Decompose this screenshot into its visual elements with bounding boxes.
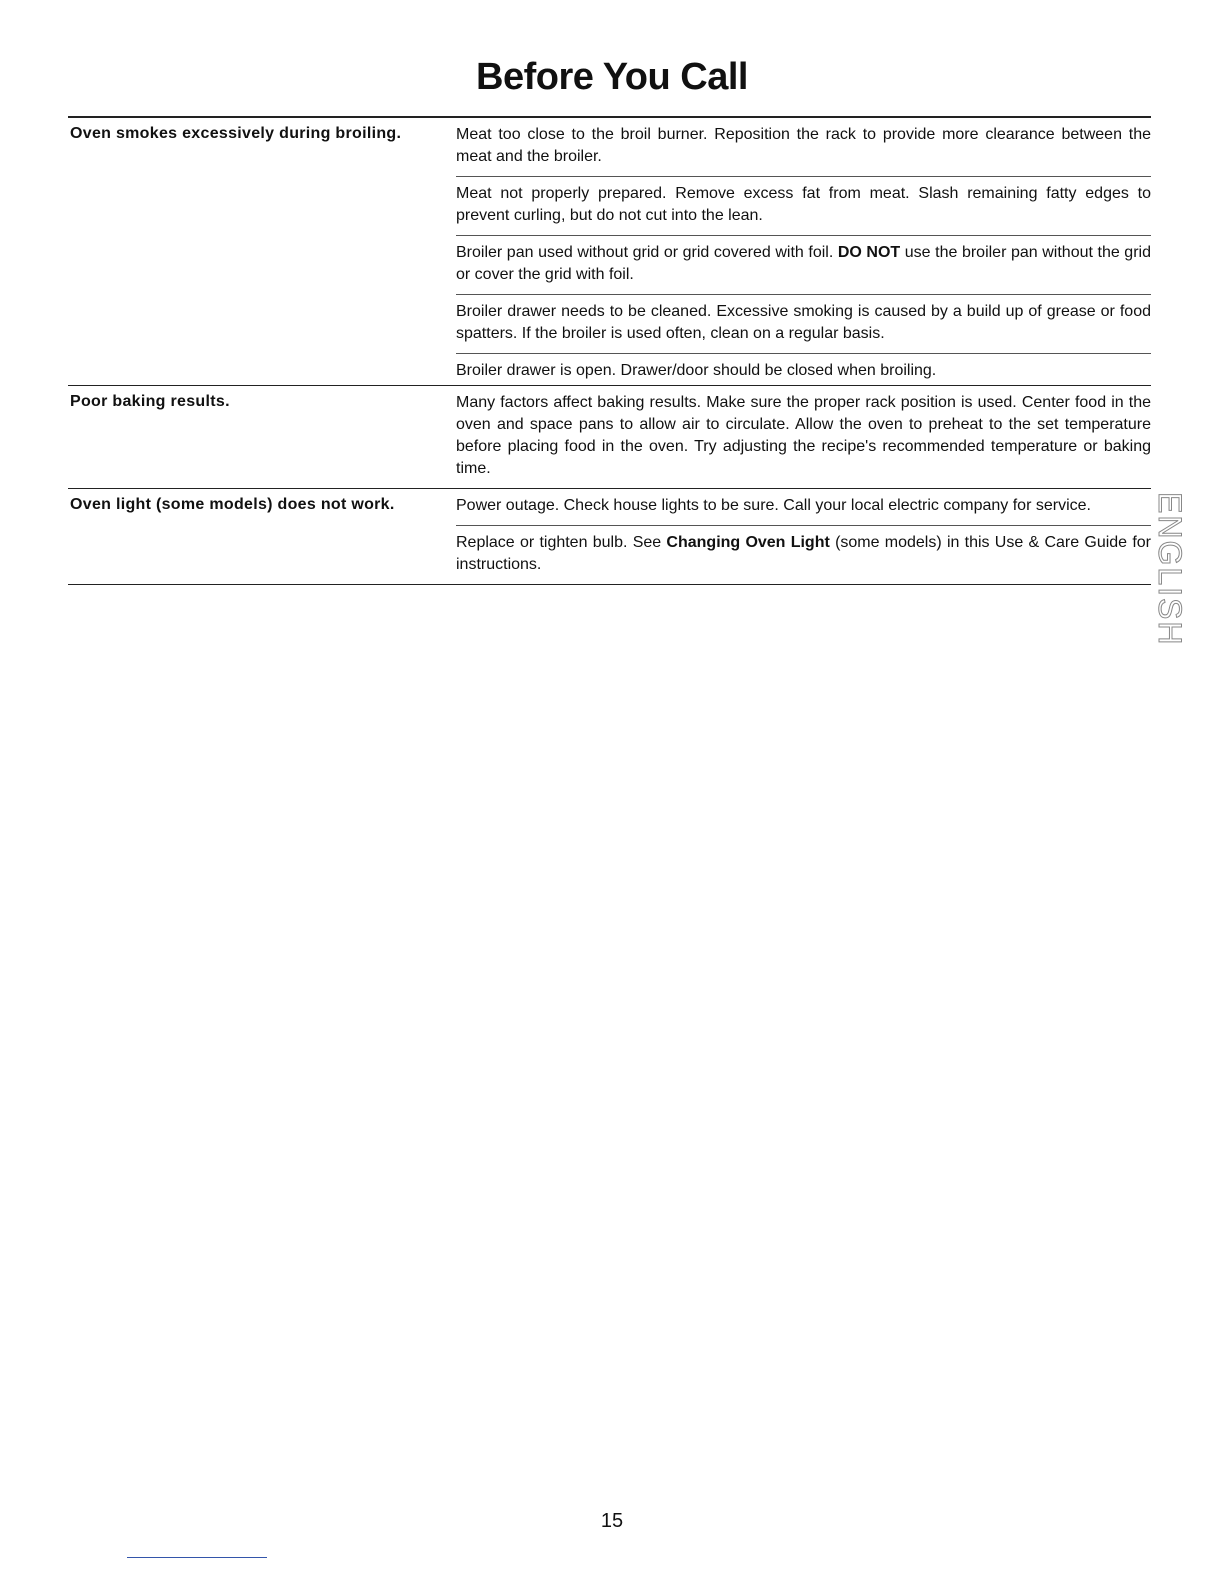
cause-emphasis: Changing Oven Light: [666, 534, 830, 551]
cause-list: [456, 386, 1151, 488]
cause-list: [456, 489, 1151, 584]
cause-text: Meat too close to the broil burner. Reposition the rack to provide more clearance between the meat and the broiler.: [456, 126, 1151, 165]
cause-text: Broiler pan used without grid or grid covered with foil.: [456, 244, 838, 261]
table-row: [68, 489, 1151, 585]
page-number: 15: [600, 1510, 624, 1532]
language-tab: ENGLISH: [1152, 492, 1188, 647]
table-row: [68, 386, 1151, 489]
cause-text: Many factors affect baking results. Make sure the proper rack position is used. Center food in the oven and space pans to allow air to circulate. Allow the oven to preheat to the set temperature before placing food in the oven. Try adjusting the recipe's recommended temperature or baking time.: [456, 394, 1151, 477]
footer-rule: [127, 1557, 267, 1558]
cause-item: [456, 176, 1151, 235]
cause-text: Meat not properly prepared. Remove excess fat from meat. Slash remaining fatty edges to prevent curling, but do not cut into the lean.: [456, 185, 1151, 224]
table-row: [68, 118, 1151, 386]
cause-text-cont: (some models) in this Use & Care Guide for instructions.: [456, 534, 1152, 573]
cause-text: Broiler drawer is open. Drawer/door should be closed when broiling.: [456, 362, 937, 379]
cause-item: [456, 118, 1151, 176]
cause-list: [456, 118, 1151, 385]
cause-item: [456, 489, 1151, 525]
cause-text-cont: use the broiler pan without the grid or cover the grid with foil.: [456, 244, 1151, 283]
cause-text: Replace or tighten bulb. See: [456, 534, 667, 551]
problem-label: Poor baking results.: [70, 393, 230, 410]
problem-label: Oven light (some models) does not work.: [70, 496, 395, 513]
problem-label: Oven smokes excessively during broiling.: [70, 125, 402, 142]
cause-item: [456, 353, 1151, 385]
cause-item: [456, 386, 1151, 488]
cause-item: [456, 294, 1151, 353]
cause-item: [456, 525, 1151, 584]
cause-text: Broiler drawer needs to be cleaned. Excessive smoking is caused by a build up of grease or food spatters. If the broiler is used often, clean on a regular basis.: [456, 303, 1151, 342]
cause-text: Power outage. Check house lights to be sure. Call your local electric company for service.: [456, 497, 1091, 514]
cause-item: [456, 235, 1151, 294]
troubleshooting-table: [68, 116, 1151, 585]
page-title: Before You Call: [476, 56, 748, 98]
cause-emphasis: DO NOT: [837, 244, 901, 261]
